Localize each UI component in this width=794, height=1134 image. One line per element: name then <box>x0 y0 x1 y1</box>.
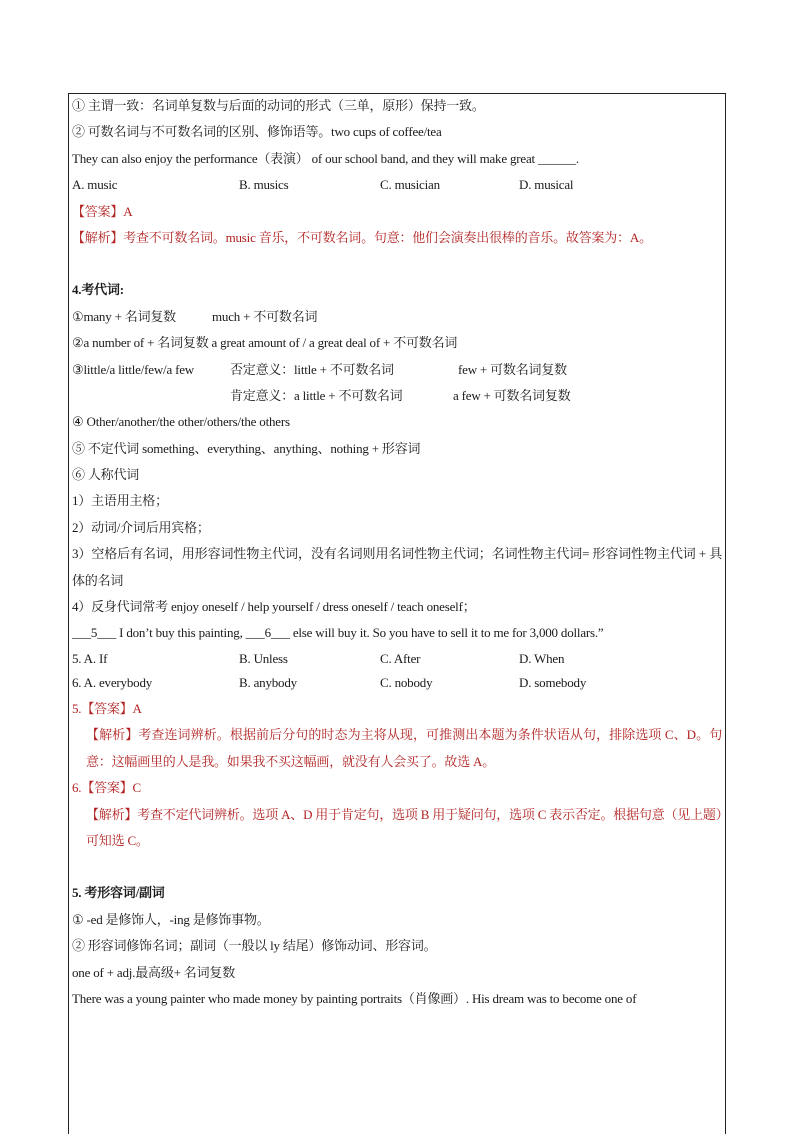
rule-other: ④ Other/another/the other/others/the others <box>72 414 290 430</box>
point-1: 1）主语用主格； <box>72 493 168 509</box>
option-5b: B. Unless <box>239 650 288 666</box>
rule-countable-uncountable: ② 可数名词与不可数名词的区别、修饰语等。two cups of coffee/tea <box>72 124 442 140</box>
answer-label: 【答案】A <box>72 203 133 219</box>
reading-passage-start: There was a young painter who made money by painting portraits（肖像画）. His dream was to become one of <box>72 991 637 1006</box>
rule-negative-few: few + 可数名词复数 <box>458 361 567 377</box>
option-5c: C. After <box>380 650 421 666</box>
section-title-adjectives: 5. 考形容词/副词 <box>72 885 165 901</box>
option-b: B. musics <box>239 177 289 193</box>
option-6d: D. somebody <box>519 675 587 691</box>
option-6c: C. nobody <box>380 675 433 691</box>
option-c: C. musician <box>380 177 440 193</box>
rule-little-few-negative <box>72 357 722 383</box>
question-text-5-6: ___5___ I don’t buy this painting, ___6___ else will buy it. So you have to sell it to me for 3,000 dollars.” <box>72 625 604 641</box>
answer-6: 6.【答案】C <box>72 780 142 796</box>
rule-personal-pronoun: ⑥ 人称代词 <box>72 467 140 483</box>
analysis-6: 【解析】考查不定代词辨析。选项 A、D 用于肯定句，选项 B 用于疑问句，选项 C 表示否定。根据句意（见上题）可知选 C。 <box>86 806 722 849</box>
rule-adj-adv: ② 形容词修饰名词；副词（一般以 ly 结尾）修饰动词、形容词。 <box>72 938 437 954</box>
point-3: 3）空格后有名词，用形容词性物主代词，没有名词则用名词性物主代词；名词性物主代词= 形容词性物主代词 + 具体的名词 <box>72 546 722 588</box>
options-row-6 <box>72 671 722 696</box>
analysis-text: 【解析】考查不可数名词。music 音乐，不可数名词。句意：他们会演奏出很棒的音乐。故答案为：A。 <box>72 229 652 245</box>
point-2: 2）动词/介词后用宾格； <box>72 519 210 535</box>
document-body <box>72 93 722 1012</box>
rule-little-few-label: ③little/a little/few/a few <box>72 361 194 377</box>
options-row <box>72 172 722 198</box>
rule-many: ①many + 名词复数 <box>72 308 176 324</box>
section-title-pronouns: 4.考代词: <box>72 282 124 298</box>
option-a: A. music <box>72 177 118 193</box>
rule-ed-ing: ① -ed 是修饰人，-ing 是修饰事物。 <box>72 911 270 927</box>
rule-many-much <box>72 304 722 330</box>
options-row-5 <box>72 647 722 672</box>
rule-positive-a-little: 肯定意义：a little + 不可数名词 <box>230 387 403 403</box>
rule-number-amount: ②a number of + 名词复数 a great amount of / a great deal of + 不可数名词 <box>72 335 458 351</box>
rule-much: much + 不可数名词 <box>212 308 318 324</box>
option-6b: B. anybody <box>239 675 297 691</box>
option-5a: 5. A. If <box>72 650 108 666</box>
answer-5: 5.【答案】A <box>72 701 142 717</box>
question-text: They can also enjoy the performance（表演） of our school band, and they will make great ______. <box>72 150 579 166</box>
rule-one-of-superlative: one of + adj.最高级+ 名词复数 <box>72 964 235 980</box>
rule-negative-little: 否定意义：little + 不可数名词 <box>230 361 394 377</box>
point-4: 4）反身代词常考 enjoy oneself / help yourself / dress oneself / teach oneself； <box>72 599 476 615</box>
analysis-5: 【解析】考查连词辨析。根据前后分句的时态为主将从现，可推测出本题为条件状语从句，排除选项 C、D。句意：这幅画里的人是我。如果我不买这幅画，就没有人会买了。故选 A。 <box>86 727 722 769</box>
rule-subject-verb-agreement: ① 主谓一致：名词单复数与后面的动词的形式（三单，原形）保持一致。 <box>72 98 485 113</box>
rule-positive-a-few: a few + 可数名词复数 <box>453 387 571 403</box>
rule-little-few-positive <box>72 383 722 409</box>
rule-indefinite-pronoun: ⑤ 不定代词 something、everything、anything、nothing + 形容词 <box>72 440 421 456</box>
option-d: D. musical <box>519 177 574 193</box>
option-6a: 6. A. everybody <box>72 675 153 691</box>
option-5d: D. When <box>519 650 565 666</box>
